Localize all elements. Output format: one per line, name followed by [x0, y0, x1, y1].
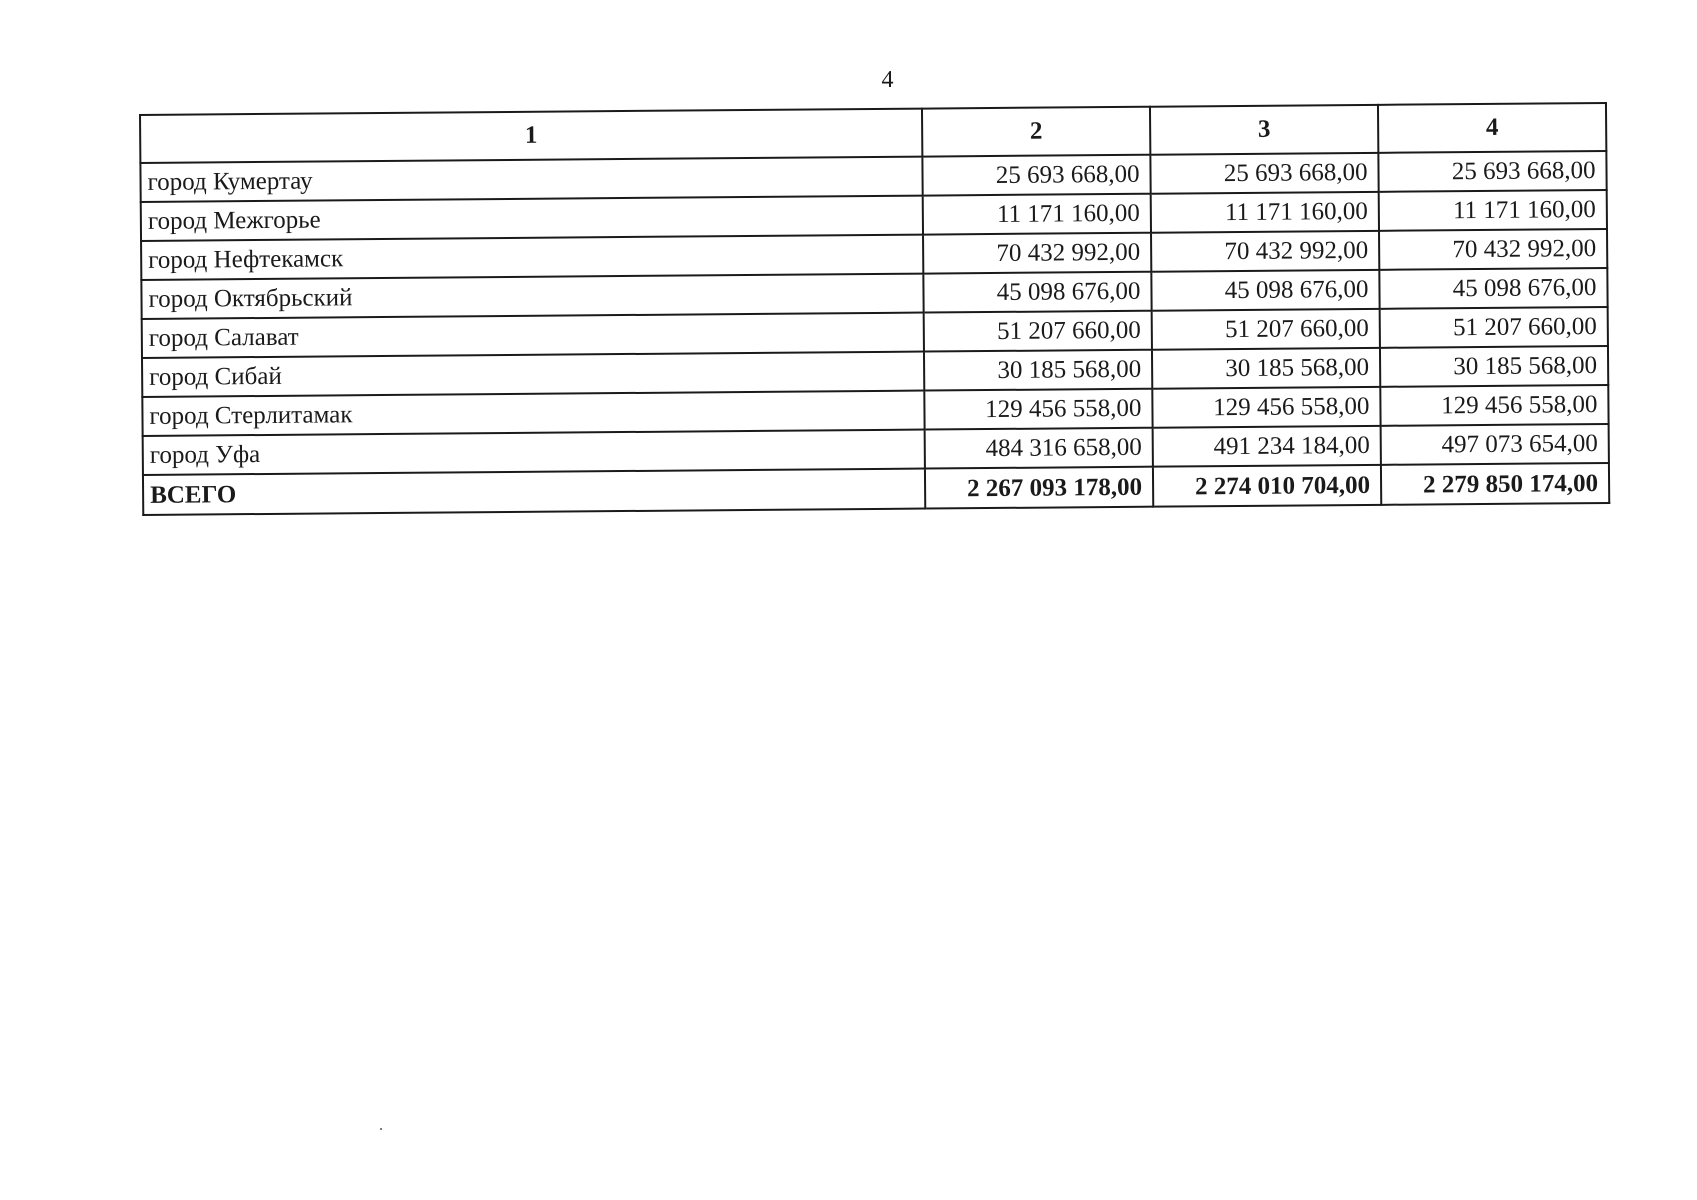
column-header-3: 3	[1150, 105, 1378, 155]
city-name-cell: город Салават	[142, 313, 924, 358]
column-header-4: 4	[1378, 103, 1606, 153]
amount-cell: 30 185 568,00	[924, 350, 1152, 391]
amount-cell: 45 098 676,00	[923, 272, 1151, 313]
city-name-cell: город Кумертау	[140, 157, 922, 202]
city-name-cell: город Нефтекамск	[141, 235, 923, 280]
city-name-cell: город Межгорье	[141, 196, 923, 241]
total-amount-cell: 2 279 850 174,00	[1381, 463, 1609, 505]
total-amount-cell: 2 274 010 704,00	[1153, 465, 1381, 507]
amount-cell: 129 456 558,00	[1380, 385, 1608, 426]
amount-cell: 497 073 654,00	[1381, 424, 1609, 465]
amount-cell: 70 432 992,00	[1379, 229, 1607, 270]
amount-cell: 129 456 558,00	[1152, 387, 1380, 428]
column-header-1: 1	[140, 109, 922, 163]
city-name-cell: город Сибай	[142, 352, 924, 397]
amount-cell: 484 316 658,00	[925, 428, 1153, 469]
amount-cell: 51 207 660,00	[1152, 309, 1380, 350]
amount-cell: 11 171 160,00	[923, 194, 1151, 235]
amount-cell: 25 693 668,00	[922, 155, 1150, 196]
amount-cell: 70 432 992,00	[1151, 231, 1379, 272]
page-number: 4	[881, 67, 894, 93]
amount-cell: 25 693 668,00	[1378, 151, 1606, 192]
amount-cell: 491 234 184,00	[1153, 426, 1381, 467]
amount-cell: 45 098 676,00	[1151, 270, 1379, 311]
total-label-cell: ВСЕГО	[143, 469, 925, 515]
amount-cell: 51 207 660,00	[924, 311, 1152, 352]
amount-cell: 129 456 558,00	[924, 389, 1152, 430]
amount-cell: 11 171 160,00	[1151, 192, 1379, 233]
city-name-cell: город Уфа	[143, 430, 925, 475]
budget-table	[139, 102, 1610, 516]
amount-cell: 11 171 160,00	[1379, 190, 1607, 231]
amount-cell: 30 185 568,00	[1152, 348, 1380, 389]
city-name-cell: город Октябрьский	[141, 274, 923, 319]
amount-cell: 25 693 668,00	[1150, 153, 1378, 194]
amount-cell: 70 432 992,00	[923, 233, 1151, 274]
scan-speck	[380, 1128, 382, 1130]
amount-cell: 45 098 676,00	[1379, 268, 1607, 309]
column-header-2: 2	[922, 107, 1150, 157]
amount-cell: 51 207 660,00	[1380, 307, 1608, 348]
budget-table-container	[139, 102, 1608, 516]
city-name-cell: город Стерлитамак	[142, 391, 924, 436]
total-amount-cell: 2 267 093 178,00	[925, 467, 1153, 509]
amount-cell: 30 185 568,00	[1380, 346, 1608, 387]
